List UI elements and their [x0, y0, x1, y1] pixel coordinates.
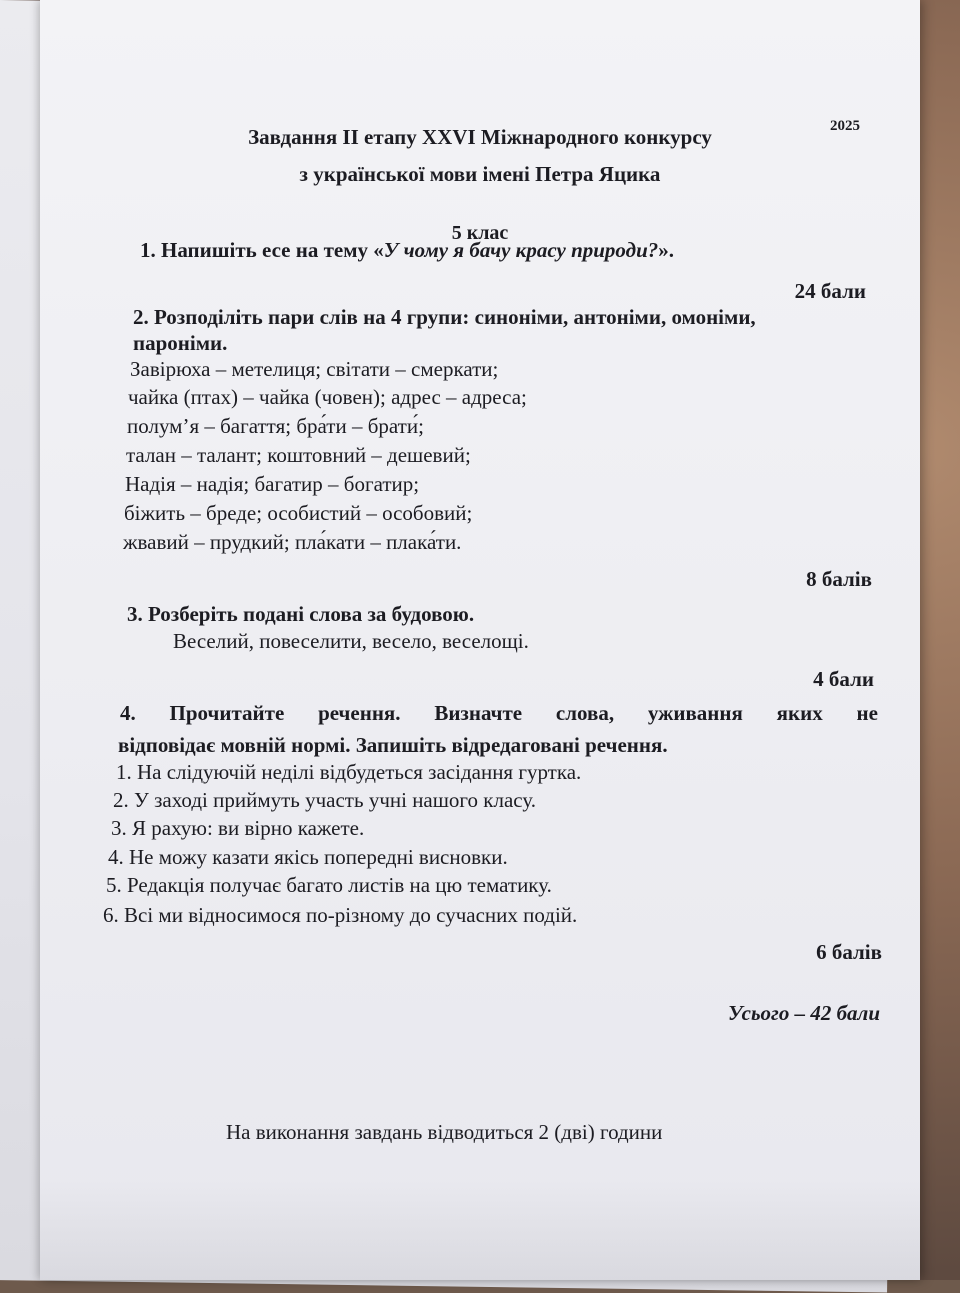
title-word: уживання: [647, 701, 743, 725]
title-word: речення.: [318, 701, 401, 725]
task-2-title-line-1: 2. Розподіліть пари слів на 4 групи: синоніми, антоніми, омоніми,: [133, 305, 756, 329]
word-pairs-line: полум’я – багаття; бра́ти – брати́;: [127, 414, 424, 438]
task-1-topic: У чому я бачу красу природи?: [383, 238, 659, 262]
title-line-2: з української мови імені Петра Яцика: [299, 162, 661, 186]
title-word: 4.: [120, 701, 136, 725]
word-pairs-line: Завірюха – метелиця; світати – смеркати;: [130, 357, 499, 381]
word-pairs-line: жвавий – прудкий; пла́кати – плака́ти.: [123, 530, 462, 554]
task-1-title: [140, 237, 674, 263]
task-3-words: Веселий, повеселити, весело, веселощі.: [173, 629, 529, 653]
task-4-title-line-1: [120, 700, 878, 726]
word-pairs-line: чайка (птах) – чайка (човен); адрес – адреса;: [128, 385, 527, 409]
task-2-title-line-2: пароніми.: [133, 331, 228, 355]
sentence: 6. Всі ми відносимося по-різному до сучасних подій.: [103, 903, 578, 927]
grade-label: 5 клас: [451, 222, 509, 244]
sentence: 1. На слідуючій неділі відбудеться засідання гуртка.: [116, 760, 582, 784]
task-4-title-line-2: відповідає мовній нормі. Запишіть відредаговані речення.: [118, 733, 668, 757]
word-pairs-line: біжить – бреде; особистий – особовий;: [124, 501, 473, 525]
word-pairs-line: талан – талант; коштовний – дешевий;: [126, 443, 471, 467]
title-word: Прочитайте: [169, 701, 285, 725]
title-word: слова,: [555, 701, 615, 725]
time-note: На виконання завдань відводиться 2 (дві) години: [226, 1120, 663, 1144]
year-label: 2025: [830, 118, 860, 134]
task-3-points: 4 бали: [813, 667, 874, 691]
task-1-points: 24 бали: [794, 279, 866, 303]
title-word: не: [856, 701, 878, 725]
exam-sheet: [40, 0, 920, 1280]
task-3-title: 3. Розберіть подані слова за будовою.: [127, 602, 475, 626]
sentence: 2. У заході приймуть участь учні нашого класу.: [113, 788, 536, 812]
sentence: 4. Не можу казати якісь попередні висновки.: [108, 845, 508, 869]
sentence: 3. Я рахую: ви вірно кажете.: [111, 816, 365, 840]
sentence: 5. Редакція получає багато листів на цю тематику.: [106, 873, 552, 897]
title-word: яких: [776, 701, 823, 725]
sheet-shadow: [40, 1180, 920, 1280]
title-line-1: Завдання ІІ етапу XXVI Міжнародного конкурсу: [248, 125, 712, 149]
task-1-title-start: 1. Напишіть есе на тему «: [140, 238, 384, 262]
word-pairs-line: Надія – надія; багатир – богатир;: [125, 472, 420, 496]
title-word: Визначте: [434, 701, 523, 725]
task-1-title-end: ».: [658, 238, 674, 262]
task-4-points: 6 балів: [816, 940, 882, 964]
total-score: Усього – 42 бали: [728, 1001, 880, 1025]
task-2-points: 8 балів: [806, 567, 872, 591]
